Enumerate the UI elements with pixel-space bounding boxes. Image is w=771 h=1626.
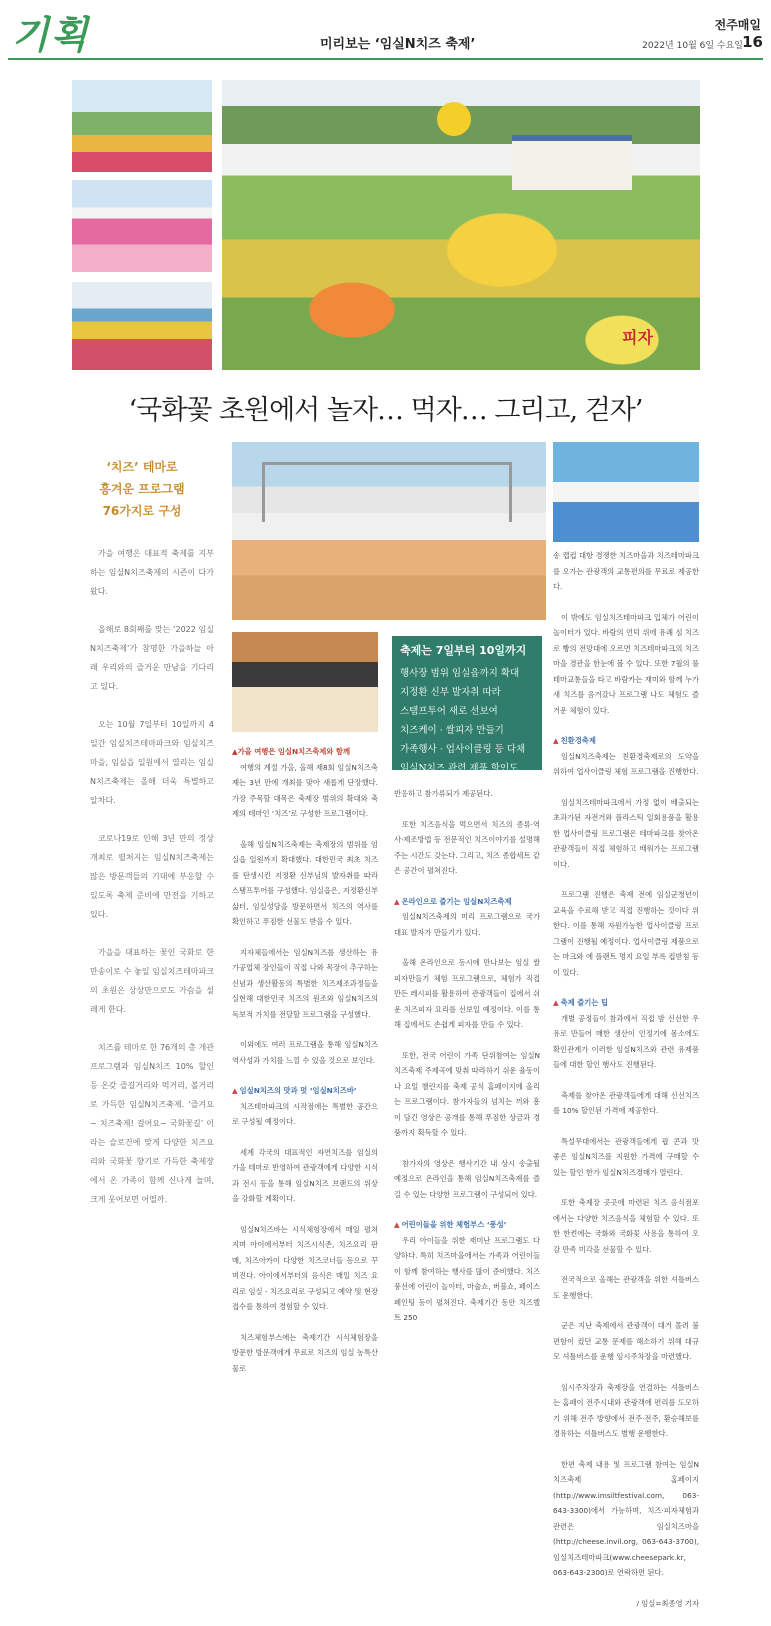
- photo-visitors-flowers: [72, 80, 212, 172]
- photo-cheese-theme-park-aerial: [222, 80, 700, 370]
- article-column-1: [90, 544, 214, 1228]
- paragraph: 가을을 대표하는 꽃인 국화로 한 만송이로 수 놓일 임실치즈테마파크의 초원은 상상만으로도 가슴을 설레게 한다.: [90, 948, 214, 1014]
- paragraph: 전국적으로 올해는 관광객을 위한 셔틀버스도 운행한다.: [553, 1275, 699, 1300]
- program-box-title: 축제는 7일부터 10일까지: [400, 644, 527, 657]
- photo-pink-flower-field: [72, 180, 212, 272]
- paragraph: 올해로 8회째를 맞는 ‘2022 임실N치즈축제’가 참명한 가을하늘 아래 우리와의 즐거운 만남을 기다리고 있다.: [90, 625, 214, 691]
- paragraph: 프로그램 진행은 축제 전에 임실군청년이 교육을 수료해 받고 직접 진행하는 것이다 위한다. 이를 통해 자원가능한 업사이클링 프로그램이 진행될 예정이다. 업사이클링 제품으로는 마크와 에 플랜트 명지 요일 부록 컵받침 등이 있다.: [553, 890, 699, 977]
- program-item: 임실N치즈 관련 제품 할인도: [400, 763, 519, 774]
- page-number: 16: [742, 33, 763, 51]
- photo-pizza-making-crowd: [232, 442, 546, 620]
- paragraph: 오는 10월 7일부터 10일까지 4일간 임실치즈테마파크와 임실치즈마을, 임실읍 일원에서 열리는 임실N치즈축제는 올해 더욱 특별하고 알차다.: [90, 720, 214, 805]
- page-section-title: 미리보는 ‘임실N치즈 축제’: [320, 37, 476, 52]
- paragraph: 올해 임실N치즈축제는 축제장의 범위를 임실읍 일원까지 확대했다. 대한민국 최초 치즈를 탄생시킨 지정환 신부님의 발자취를 따라 스탬프투어를 구성했다. 임실읍은, 지정환신부 삶터, 임실성당을 방문하면서 치즈의 역사를 확인하고 푸짐한 선물도 받을 수 있다.: [232, 839, 378, 926]
- paragraph: 지자체들에서는 임실N치즈를 생산하는 유가공업체 장인들이 직접 나와 목장이 추구하는 신념과 생산활동의 특별한 치즈제조과정들을 실현해 대한민국 치즈의 원조와 임실N치즈의 독보적 가치를 전달할 프로그램을 구성했다.: [232, 947, 378, 1019]
- paragraph: 군은 지난 축제에서 관광객이 대거 몰려 불편함이 컸던 교통 문제를 해소하기 위해 대규모 셔틀버스를 운행 임시주차장을 마련했다.: [553, 1321, 699, 1361]
- program-item: 가족행사 · 업사이클링 등 다채: [400, 744, 526, 755]
- section-heading: ▲ 어린이들을 위한 체험부스 ‘풍성’: [394, 1217, 540, 1233]
- paragraph: 세계 각국의 대표적인 자연치즈를 임실의 가을 테마로 반영하여 관광객에게 다양한 시식과 전시 등을 통해 임실N치즈 브랜드의 위상을 강화할 계획이다.: [232, 1147, 378, 1203]
- paragraph: 코로나19로 인해 3년 만의 정상개최로 펼쳐지는 임실N치즈축제는 많은 방문객들의 기대에 부응할 수 있도록 축제 준비에 만전을 기하고 있다.: [90, 834, 214, 919]
- paragraph: 우리 아이들을 위한 재미난 프로그램도 다양하다. 특히 치즈마을에서는 가족과 어린이들이 함께 참여하는 행사를 많이 준비했다. 치즈풍선에 어린이 놀이터, 마술쇼, 버블쇼, 페이스페인팅 등이 펼쳐진다. 축제기간 동안 치즈벨트 250: [394, 1235, 540, 1322]
- cheese-moon-sculpture: [437, 102, 471, 136]
- pizza-flower-sign: 피자: [622, 328, 653, 347]
- castle-building: [512, 135, 632, 190]
- program-item: 지정환 신부 발자취 따라: [400, 687, 501, 698]
- reporter-signature: / 임실=최종영 기자: [636, 1598, 699, 1608]
- paragraph: 임실N치즈축제는 친환경축제로의 도약을 위하여 업사이클링 체험 프로그램을 진행한다.: [553, 751, 699, 776]
- article-headline: ‘국화꽃 초원에서 놀자… 먹자… 그리고, 걷자’: [128, 395, 643, 426]
- program-item: 스탬프투어 새로 선보여: [400, 706, 498, 717]
- program-item: 행사장 범위 임실읍까지 확대: [400, 668, 520, 679]
- paragraph: 개별 공정들이 참과에서 직접 밤 신선한 우유로 만들어 매한 생산이 인정기에 몸소에도 확인관계가 이러한 임실N치즈와 관련 유제품들에 대한 할인 행사도 진행된다.: [553, 1013, 699, 1069]
- paragraph: 올해 온라인으로 동시에 만나보는 임실 쌀피자만들기 체험 프로그램으로, 체험가 직접 만든 레시피를 활용하여 관광객들이 집에서 쉬운 치즈피자 요리를 선보일 예정이다. 이를 통해 집에서도 손쉽게 피자를 만들 수 있다.: [394, 958, 540, 1029]
- paragraph: 축제를 찾아온 관광객들에게 대해 신선치즈를 10% 할인된 가격에 제공한다.: [553, 1090, 699, 1115]
- article-column-3: [394, 786, 540, 1341]
- article-subhead: [72, 456, 212, 522]
- paragraph: 치즈체험부스에는 축제기간 시식체험장을 방문한 방문객에게 무료로 치즈의 임실 농특산물로: [232, 1332, 378, 1373]
- paragraph: 특설무대에서는 관광객들에게 팝 콘과 맛 좋은 임실N치즈를 지원한 가격에 구매할 수 있는 할인 한가 임실N치즈경매가 열린다.: [553, 1136, 699, 1177]
- photo-caption: ▲가을 여행은 임실N치즈축제와 함께: [232, 747, 351, 756]
- subhead-line: 흥겨운 프로그램: [99, 482, 185, 496]
- article-column-4: [553, 548, 699, 1626]
- article-column-2: [232, 744, 378, 1391]
- paragraph: 또한, 전국 어린이 가족 단위참여는 임실N치즈축제 주제곡에 맞춰 따라하기 쉬운 율동이나 요일 챌린지를 축제 공식 홈페이지에 올리는 프로그램이다. 참가자들의 넘치는 끼와 흥이 담긴 영상은 공개를 통해 푸짐한 상금과 경품까지 획득할 수 있다.: [394, 1050, 540, 1137]
- photo-cheese-experience: [553, 442, 699, 542]
- paragraph: 치즈를 테마로 한 76개의 총 개관 프로그램과 임실N치즈 10% 할인 등 온갖 즐길거리와 먹거리, 볼거리로 가득한 임실N치즈축제. ‘즐겨요~ 치즈축제! 걸어요~ 국화꽃길’ 이라는 슬로건에 맞게 다양한 치즈요리와 국화꽃 향기로 가득한 축제장에서 온 가족이 함께 신나게 놀며, 크게 웃어보면 어떨까.: [90, 1043, 214, 1204]
- section-heading: ▲ 축제 즐기는 팁: [553, 995, 699, 1011]
- paragraph: 임실치즈테마파크에서 가정 없이 배출되는 초과가된 자전거와 플라스틱 일회용품을 활용한 업사이클링 프로그램은 테마파크를 찾아온 관광객들이 직접 체험하고 배워가는 프로그램이다.: [553, 797, 699, 869]
- paragraph: 송 캡컵 대항 경쟁한 치즈마을과 치즈테마파크를 오가는 관광객의 교통편의를 무료로 제공한다.: [553, 551, 699, 591]
- paragraph: 이 밖에도 임실치즈테마파크 입체가 어린이 놀이터가 있다. 바람의 언덕 위에 유쾌 섬 치즈로 빵의 전망대에 오르면 치즈테마파크의 치즈마을 경관을 한눈에 볼 수 있다. 또한 7월의 풀테마교통들을 타고 바람카는 재미와 함께 누가 새 치즈를 음겨갔나 프로그램 나도 체험도 즐거운 체험이 있다.: [553, 612, 699, 715]
- paragraph: 또한 치즈음식을 먹으면서 치즈의 종류·역사·제조방법 등 전문적인 치즈이야기를 설명해주는 시간도 갖는다. 그리고, 치즈 종합세트 같은 공간이 펼쳐진다.: [394, 819, 540, 875]
- section-heading: ▲ 임실N치즈의 맛과 멋 ‘임실N치즈바’: [232, 1083, 378, 1099]
- paragraph: 임시주차장과 축제장을 연결하는 셔틀버스는 홈페이 전주시내와 관광객에 편리를 도모하기 위해 전주 방향에서 전주·전주, 환승해보를 경유하는 셔틀버스도 별행 운행한다.: [553, 1382, 699, 1438]
- header-rule: [8, 58, 763, 60]
- section-heading: ▲ 친환경축제: [553, 733, 699, 749]
- paragraph: 참가자의 영상은 행사기간 내 상시 송출될 예정으로 온라인을 통해 임실N치즈축제를 즐길 수 있는 다양한 프로그램이 구성되어 있다.: [394, 1158, 540, 1199]
- paragraph: 반응하고 참가류되가 제공된다.: [394, 789, 493, 798]
- paragraph: 또한 축제장 곳곳에 마련된 치즈 음식점포에서는 다양한 치즈음식을 체험할 수 있다. 또한 한켠에는 국화와 국화꽃 사용을 통하여 오감 만족 미각을 선물할 수 있다.: [553, 1198, 699, 1254]
- paragraph: 한편 축제 내용 및 프로그램 참여는 임실N치즈축제 홈페이지(http://www.imsiltfestival.com, 063-643-3300)에서 가능하며, 치즈·피자체험과 관련은 임실치즈마을(http://cheese.invil.org, 063-643-3700), 임실치즈테마파크(www.cheesepark.kr, 063-643-2300)로 연락하면 된다.: [553, 1459, 699, 1577]
- tent-frame: [262, 462, 512, 522]
- paragraph: 임실N치즈축제의 미리 프로그램으로 국가대표 발자가 만들기가 있다.: [394, 912, 540, 937]
- paragraph: 가을 여행은 대표적 축제를 지부하는 임실N치즈축제의 시즌이 다가왔다.: [90, 549, 214, 596]
- issue-date: 2022년 10월 6일 수요일: [642, 41, 743, 51]
- photo-festival-crowd: [72, 282, 212, 370]
- paragraph: 여행의 계절 가을, 올해 제8회 임실N치즈축제는 3년 만에 개최를 맞아 새롭게 단장했다. 가장 주목할 대목은 축제장 범위의 확대와 축제의 테마인 ‘치즈’로 구성한 프로그램이다.: [232, 762, 378, 818]
- program-highlight-box: [392, 636, 542, 774]
- photo-officials-pizza: [232, 632, 378, 732]
- subhead-line: 76가지로 구성: [102, 504, 182, 518]
- paragraph: 이외에도 여러 프로그램을 통해 임실N치즈 역사성과 가치를 느낄 수 있을 것으로 보인다.: [232, 1040, 378, 1065]
- section-kicker: 기획: [12, 12, 90, 57]
- paragraph: 임실N치즈바는 시식체험장에서 매일 펼쳐지며 아이에서부터 치즈시식존, 치즈요리 판매, 치즈아카이 다양한 치즈코너들 등으로 꾸며진다. 아이에서부터의 음식은 매일 치즈 요리로 임실 - 치즈요리로 구성되고 예약 및 현장접수를 통하여 경험할 수 있다.: [232, 1224, 378, 1311]
- paragraph: 치즈테마파크의 시작점에는 특별한 공간으로 구성될 예정이다.: [232, 1101, 378, 1126]
- program-item: 치즈케이 · 쌀피자 만들기: [400, 725, 504, 736]
- subhead-line: ‘치즈’ 테마로: [106, 460, 178, 474]
- section-heading: ▲ 온라인으로 즐기는 임실N치즈축제: [394, 894, 540, 910]
- newspaper-name: 전주매일: [714, 18, 761, 32]
